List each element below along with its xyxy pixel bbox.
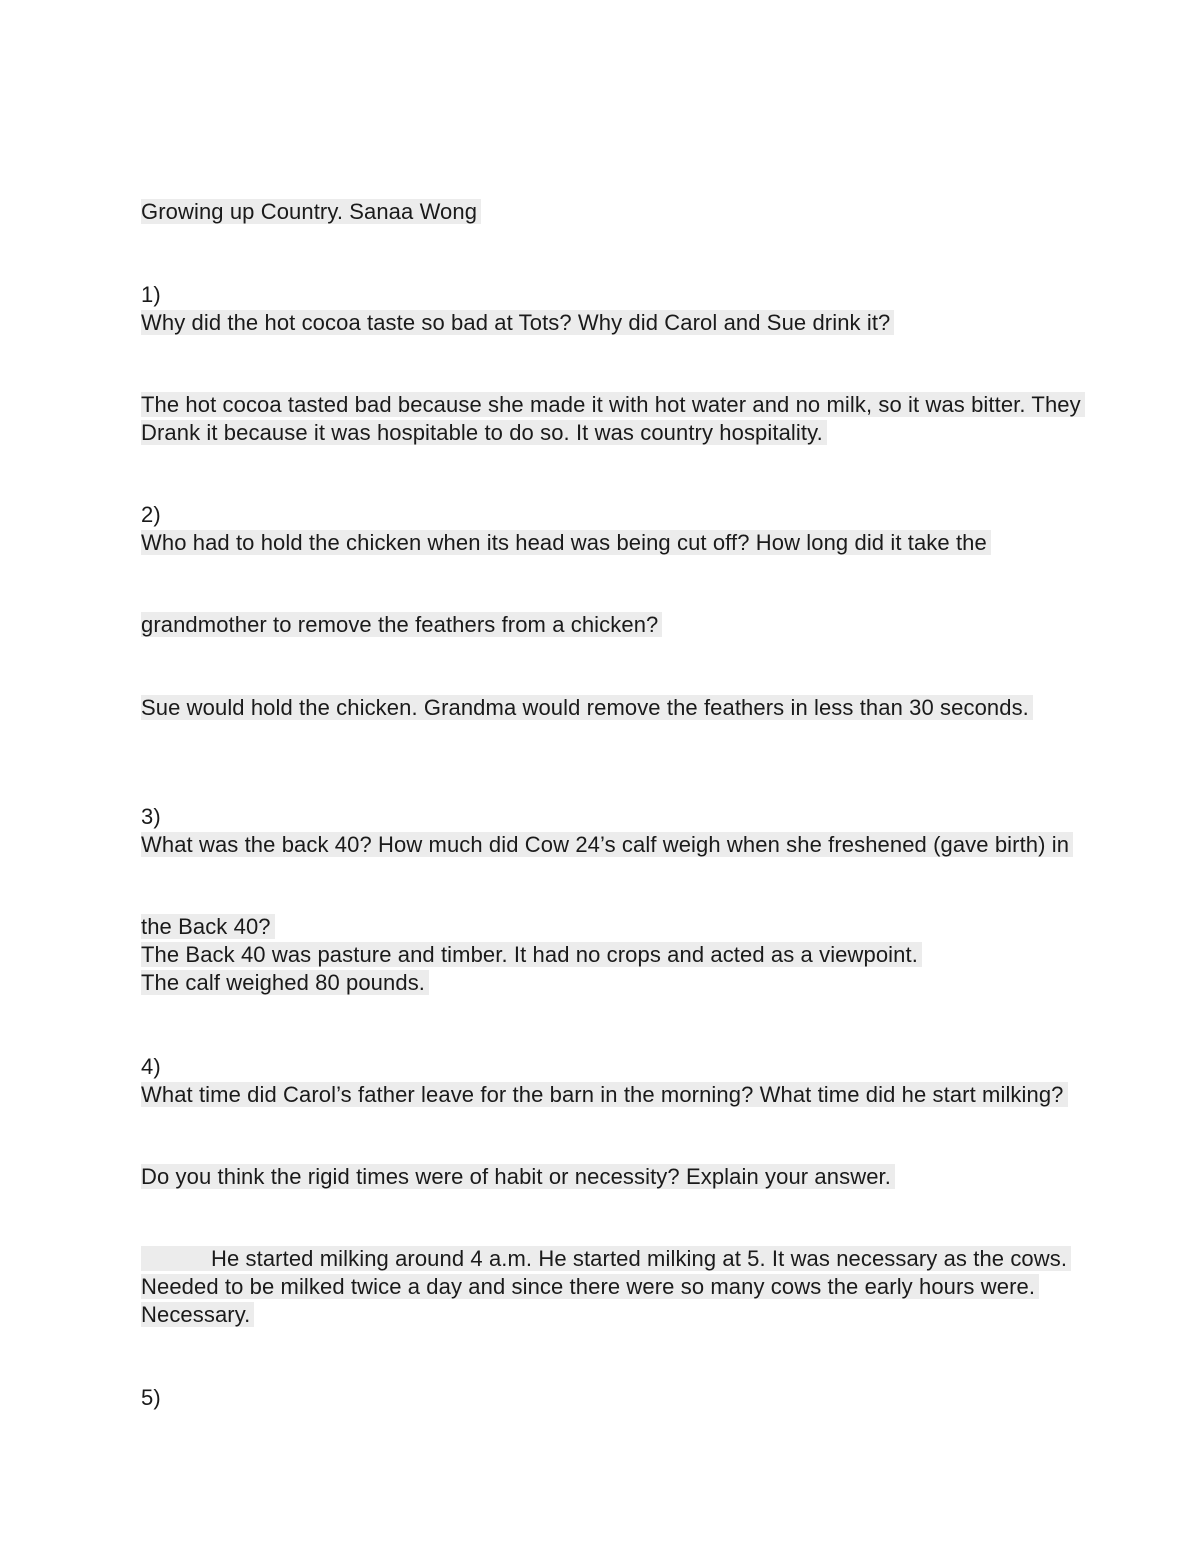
question-text: What was the back 40? How much did Cow 24’s calf weigh when she freshened (gave birth) in <box>141 831 1073 859</box>
answer-text: The Back 40 was pasture and timber. It had no crops and acted as a viewpoint. <box>141 941 922 969</box>
question-number: 4) <box>141 1054 161 1079</box>
question-text: Do you think the rigid times were of habit or necessity? Explain your answer. <box>141 1163 895 1191</box>
question-number: 5) <box>141 1385 161 1410</box>
question-number: 2) <box>141 502 161 527</box>
question-text: Who had to hold the chicken when its head was being cut off? How long did it take the <box>141 529 991 557</box>
question-text: the Back 40? <box>141 913 275 941</box>
answer-text: Sue would hold the chicken. Grandma would remove the feathers in less than 30 seconds. <box>141 694 1033 722</box>
answer-text: The hot cocoa tasted bad because she made it with hot water and no milk, so it was bitter. They <box>141 391 1085 419</box>
document-title: Growing up Country. Sanaa Wong <box>141 198 481 226</box>
question-text: What time did Carol’s father leave for the barn in the morning? What time did he start milking? <box>141 1081 1068 1109</box>
question-number: 1) <box>141 282 161 307</box>
answer-text: Needed to be milked twice a day and since there were so many cows the early hours were. <box>141 1273 1039 1301</box>
answer-text: He started milking around 4 a.m. He started milking at 5. It was necessary as the cows. <box>141 1245 1071 1273</box>
answer-text: The calf weighed 80 pounds. <box>141 969 429 997</box>
answer-text: Necessary. <box>141 1301 254 1329</box>
question-number: 3) <box>141 804 161 829</box>
answer-text: Drank it because it was hospitable to do so. It was country hospitality. <box>141 419 827 447</box>
question-text: grandmother to remove the feathers from a chicken? <box>141 611 662 639</box>
question-text: Why did the hot cocoa taste so bad at Tots? Why did Carol and Sue drink it? <box>141 309 894 337</box>
